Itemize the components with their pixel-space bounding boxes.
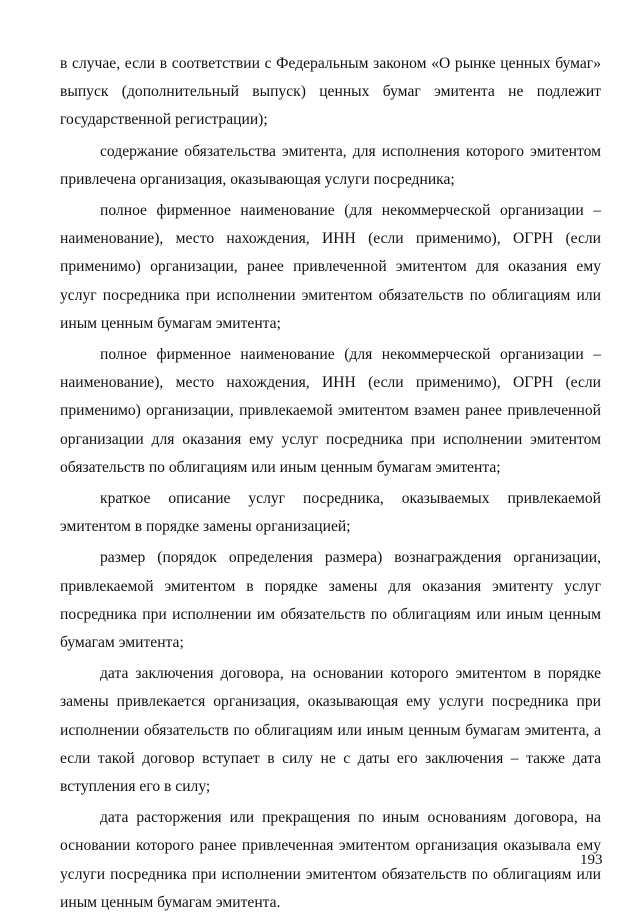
page-number: 193 [580,852,603,868]
paragraph-obligation-content: содержание обязательства эмитента, для исполнения которого эмитентом привлечена организация, оказывающая услуги посредника; [60,142,601,188]
paragraph-new-organization: полное фирменное наименование (для некоммерческой организации – наименование), место нахождения, ИНН (если применимо), ОГРН (если применимо) организации, привлекаемой эмитентом взамен ранее привлеченной организации для оказания ему услуг посредника при исполнении эмитентом обязательств по облигациям или иным ценным бумагам эмитента; [60,346,601,476]
body-text [60,50,601,920]
paragraph-continuation: в случае, если в соответствии с Федеральным законом «О рынке ценных бумаг» выпуск (дополнительный выпуск) ценных бумаг эмитента не подлежит государственной регистрации); [60,55,601,129]
paragraph-remuneration: размер (порядок определения размера) вознаграждения организации, привлекаемой эмитентом в порядке замены для оказания эмитенту услуг посредника при исполнении им обязательств по облигациям или иным ценным бумагам эмитента; [60,549,601,652]
paragraph-contract-date: дата заключения договора, на основании которого эмитентом в порядке замены привлекается организация, оказывающая ему услуги посредника при исполнении обязательств по облигациям или иным ценным бумагам эмитента, а если такой договор вступает в силу не с даты его заключения – также дата вступления его в силу; [60,665,601,796]
paragraph-termination-date: дата расторжения или прекращения по иным основаниям договора, на основании которого ранее привлеченная эмитентом организация оказывала ему услуги посредника при исполнении эмитентом обязательств по облигациям или иным ценным бумагам эмитента. [60,809,601,911]
paragraph-services-description: краткое описание услуг посредника, оказываемых привлекаемой эмитентом в порядке замены организацией; [60,490,601,536]
paragraph-previous-organization: полное фирменное наименование (для некоммерческой организации – наименование), место нахождения, ИНН (если применимо), ОГРН (если применимо) организации, ранее привлеченной эмитентом для оказания ему услуг посредника при исполнении эмитентом обязательств по облигациям или иным ценным бумагам эмитента; [60,202,601,332]
